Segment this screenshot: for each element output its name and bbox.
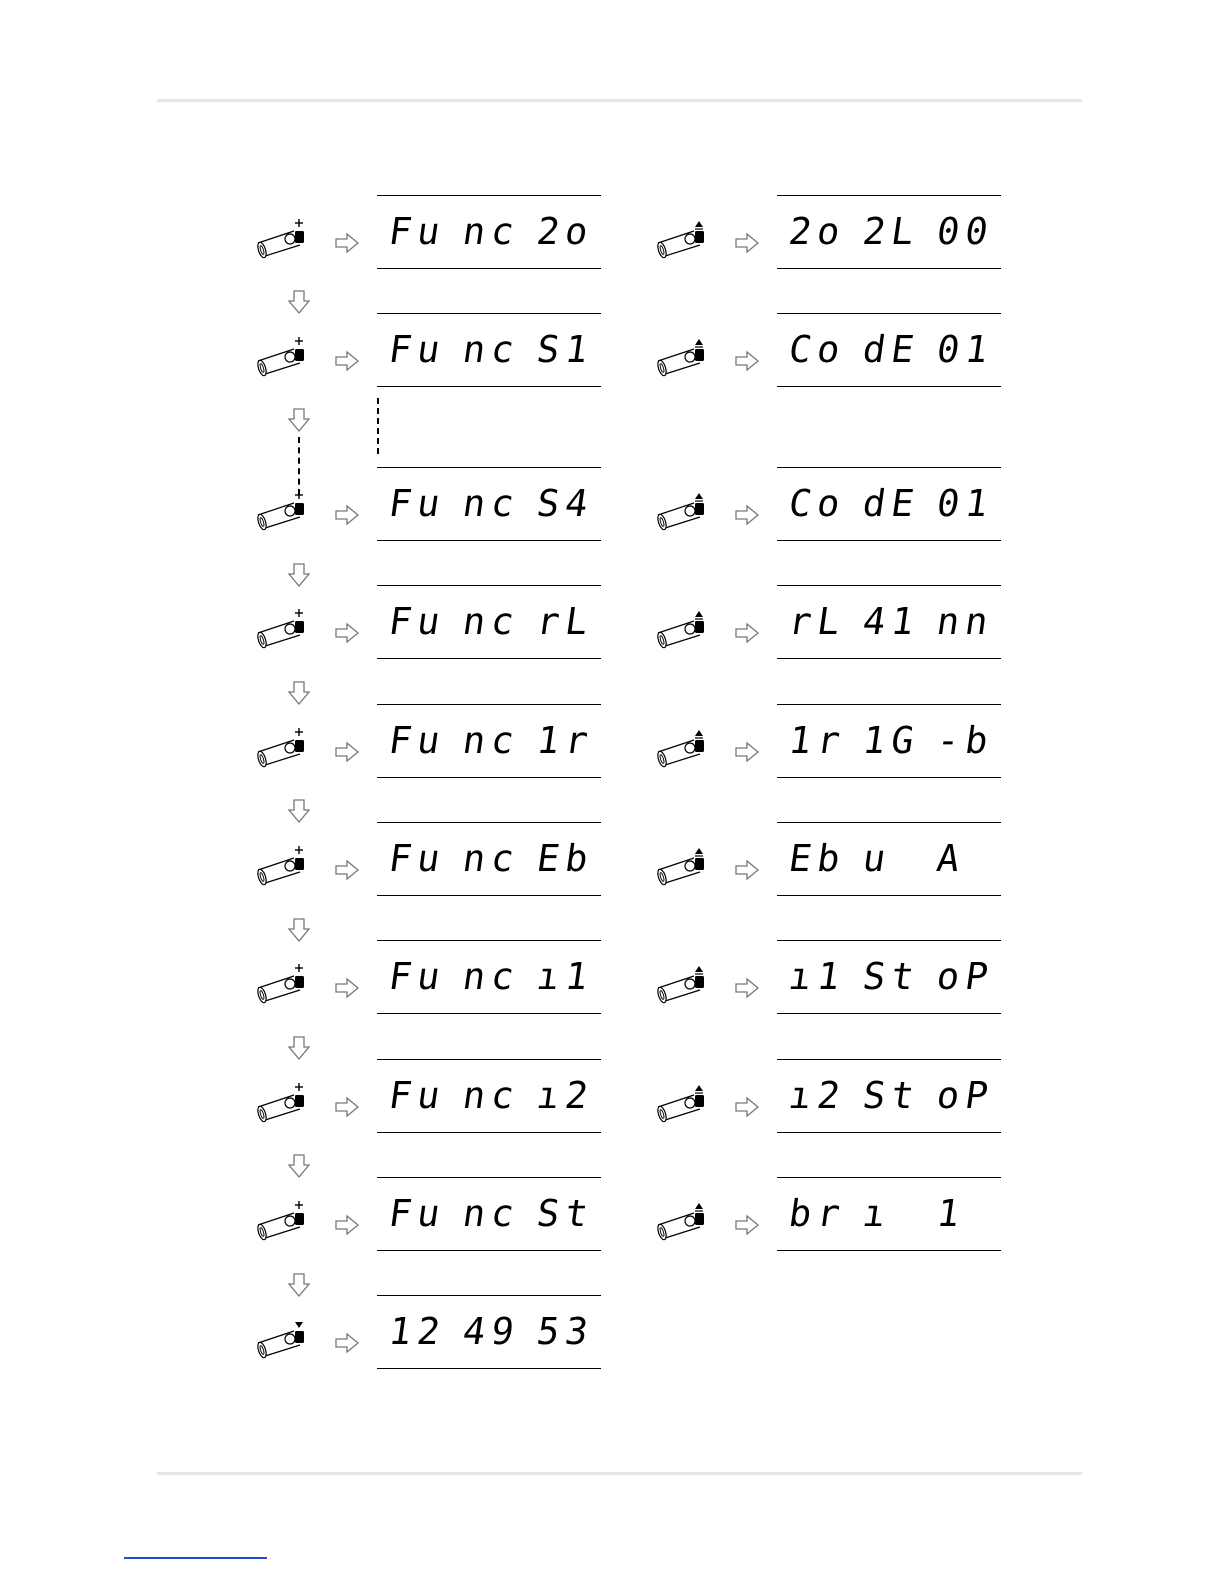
arrow-right-icon (734, 741, 760, 763)
display-group-g1: 1r (786, 719, 849, 762)
arrow-right-icon (334, 504, 360, 526)
rotary-knob-icon (252, 1315, 312, 1365)
arrow-right-icon (334, 622, 360, 644)
display-group-g1: Fu (386, 482, 449, 525)
display-group-g2: nc (460, 482, 523, 525)
display-group-g3: Eb (534, 837, 597, 880)
display-group-g3: rL (534, 600, 597, 643)
display-group-g3: 01 (934, 328, 997, 371)
display-group-g3: S1 (534, 328, 597, 371)
display-group-g3: 1 (934, 1192, 969, 1235)
display-group-g3: 01 (934, 482, 997, 525)
display-group-g3: nn (934, 600, 997, 643)
display-group-g1: ı2 (786, 1074, 849, 1117)
display-group-g2: St (860, 955, 923, 998)
display-panel (777, 1177, 1001, 1251)
display-group-g1: Fu (386, 955, 449, 998)
arrow-right-icon (734, 504, 760, 526)
display-group-g3: oP (934, 1074, 997, 1117)
dashed-continuation-line (298, 437, 300, 495)
display-group-g1: Fu (386, 719, 449, 762)
arrow-right-icon (734, 1096, 760, 1118)
display-group-g1: Fu (386, 837, 449, 880)
rotary-knob-icon (652, 842, 712, 892)
arrow-down-icon (287, 1272, 311, 1298)
display-group-g2: nc (460, 600, 523, 643)
arrow-down-icon (287, 407, 311, 433)
arrow-down-icon (287, 1035, 311, 1061)
rotary-knob-icon (652, 724, 712, 774)
display-group-g1: ı1 (786, 955, 849, 998)
arrow-right-icon (734, 1214, 760, 1236)
display-group-g3: 1r (534, 719, 597, 762)
display-group-g3: -b (934, 719, 997, 762)
display-group-g3: oP (934, 955, 997, 998)
arrow-right-icon (334, 350, 360, 372)
arrow-down-icon (287, 562, 311, 588)
display-group-g2: nc (460, 328, 523, 371)
rotary-knob-icon (652, 960, 712, 1010)
rotary-knob-icon (252, 1079, 312, 1129)
display-panel (377, 313, 601, 387)
dashed-continuation-line (377, 398, 379, 454)
arrow-right-icon (734, 232, 760, 254)
display-panel (777, 1059, 1001, 1133)
display-group-g1: 12 (386, 1310, 449, 1353)
display-panel (777, 940, 1001, 1014)
arrow-right-icon (734, 977, 760, 999)
display-group-g2: 49 (460, 1310, 523, 1353)
rotary-knob-icon (252, 960, 312, 1010)
display-group-g2: 41 (860, 600, 923, 643)
rotary-knob-icon (652, 1079, 712, 1129)
arrow-down-icon (287, 798, 311, 824)
display-group-g1: Fu (386, 1192, 449, 1235)
display-group-g3: ı1 (534, 955, 597, 998)
arrow-right-icon (334, 859, 360, 881)
display-group-g1: Fu (386, 210, 449, 253)
display-group-g2: nc (460, 1074, 523, 1117)
display-panel (377, 940, 601, 1014)
arrow-down-icon (287, 917, 311, 943)
rotary-knob-icon (652, 605, 712, 655)
arrow-right-icon (334, 1096, 360, 1118)
rotary-knob-icon (252, 724, 312, 774)
arrow-right-icon (734, 859, 760, 881)
display-panel (377, 1059, 601, 1133)
display-panel (377, 585, 601, 659)
arrow-right-icon (334, 977, 360, 999)
display-group-g3: S4 (534, 482, 597, 525)
display-group-g1: rL (786, 600, 849, 643)
rotary-knob-icon (652, 333, 712, 383)
rotary-knob-icon (252, 487, 312, 537)
rotary-knob-icon (652, 487, 712, 537)
display-group-g1: Fu (386, 328, 449, 371)
display-group-g1: Co (786, 482, 849, 525)
display-group-g2: nc (460, 955, 523, 998)
display-group-g2: St (860, 1074, 923, 1117)
display-group-g3: A (934, 837, 969, 880)
rotary-knob-icon (252, 215, 312, 265)
display-panel (377, 1295, 601, 1369)
display-group-g2: 2L (860, 210, 923, 253)
display-group-g1: Fu (386, 1074, 449, 1117)
display-group-g2: nc (460, 1192, 523, 1235)
footer-rule (157, 1472, 1082, 1475)
display-group-g3: ı2 (534, 1074, 597, 1117)
display-panel (777, 467, 1001, 541)
arrow-right-icon (334, 741, 360, 763)
rotary-knob-icon (252, 1197, 312, 1247)
display-panel (377, 1177, 601, 1251)
display-group-g1: Fu (386, 600, 449, 643)
arrow-right-icon (334, 1332, 360, 1354)
display-group-g1: 2o (786, 210, 849, 253)
display-group-g3: 2o (534, 210, 597, 253)
display-group-g2: 1G (860, 719, 923, 762)
display-panel (377, 195, 601, 269)
rotary-knob-icon (252, 333, 312, 383)
display-panel (377, 704, 601, 778)
display-group-g3: 00 (934, 210, 997, 253)
display-group-g1: Eb (786, 837, 849, 880)
arrow-right-icon (734, 350, 760, 372)
display-group-g2: dE (860, 482, 923, 525)
display-panel (377, 822, 601, 896)
rotary-knob-icon (652, 215, 712, 265)
display-panel (777, 704, 1001, 778)
arrow-down-icon (287, 289, 311, 315)
display-panel (777, 585, 1001, 659)
display-group-g2: dE (860, 328, 923, 371)
display-group-g2: nc (460, 719, 523, 762)
rotary-knob-icon (252, 842, 312, 892)
display-group-g1: Co (786, 328, 849, 371)
display-panel (777, 195, 1001, 269)
display-group-g3: 53 (534, 1310, 597, 1353)
display-panel (777, 313, 1001, 387)
display-group-g3: St (534, 1192, 597, 1235)
display-group-g2: nc (460, 210, 523, 253)
arrow-right-icon (734, 622, 760, 644)
arrow-right-icon (334, 1214, 360, 1236)
display-panel (377, 467, 601, 541)
display-group-g2: ı (860, 1192, 895, 1235)
arrow-down-icon (287, 1153, 311, 1179)
display-group-g2: u (860, 837, 895, 880)
arrow-right-icon (334, 232, 360, 254)
display-group-g2: nc (460, 837, 523, 880)
display-group-g1: br (786, 1192, 849, 1235)
display-panel (777, 822, 1001, 896)
header-rule (157, 99, 1082, 102)
arrow-down-icon (287, 680, 311, 706)
rotary-knob-icon (652, 1197, 712, 1247)
rotary-knob-icon (252, 605, 312, 655)
footer-link-underline (124, 1557, 267, 1559)
